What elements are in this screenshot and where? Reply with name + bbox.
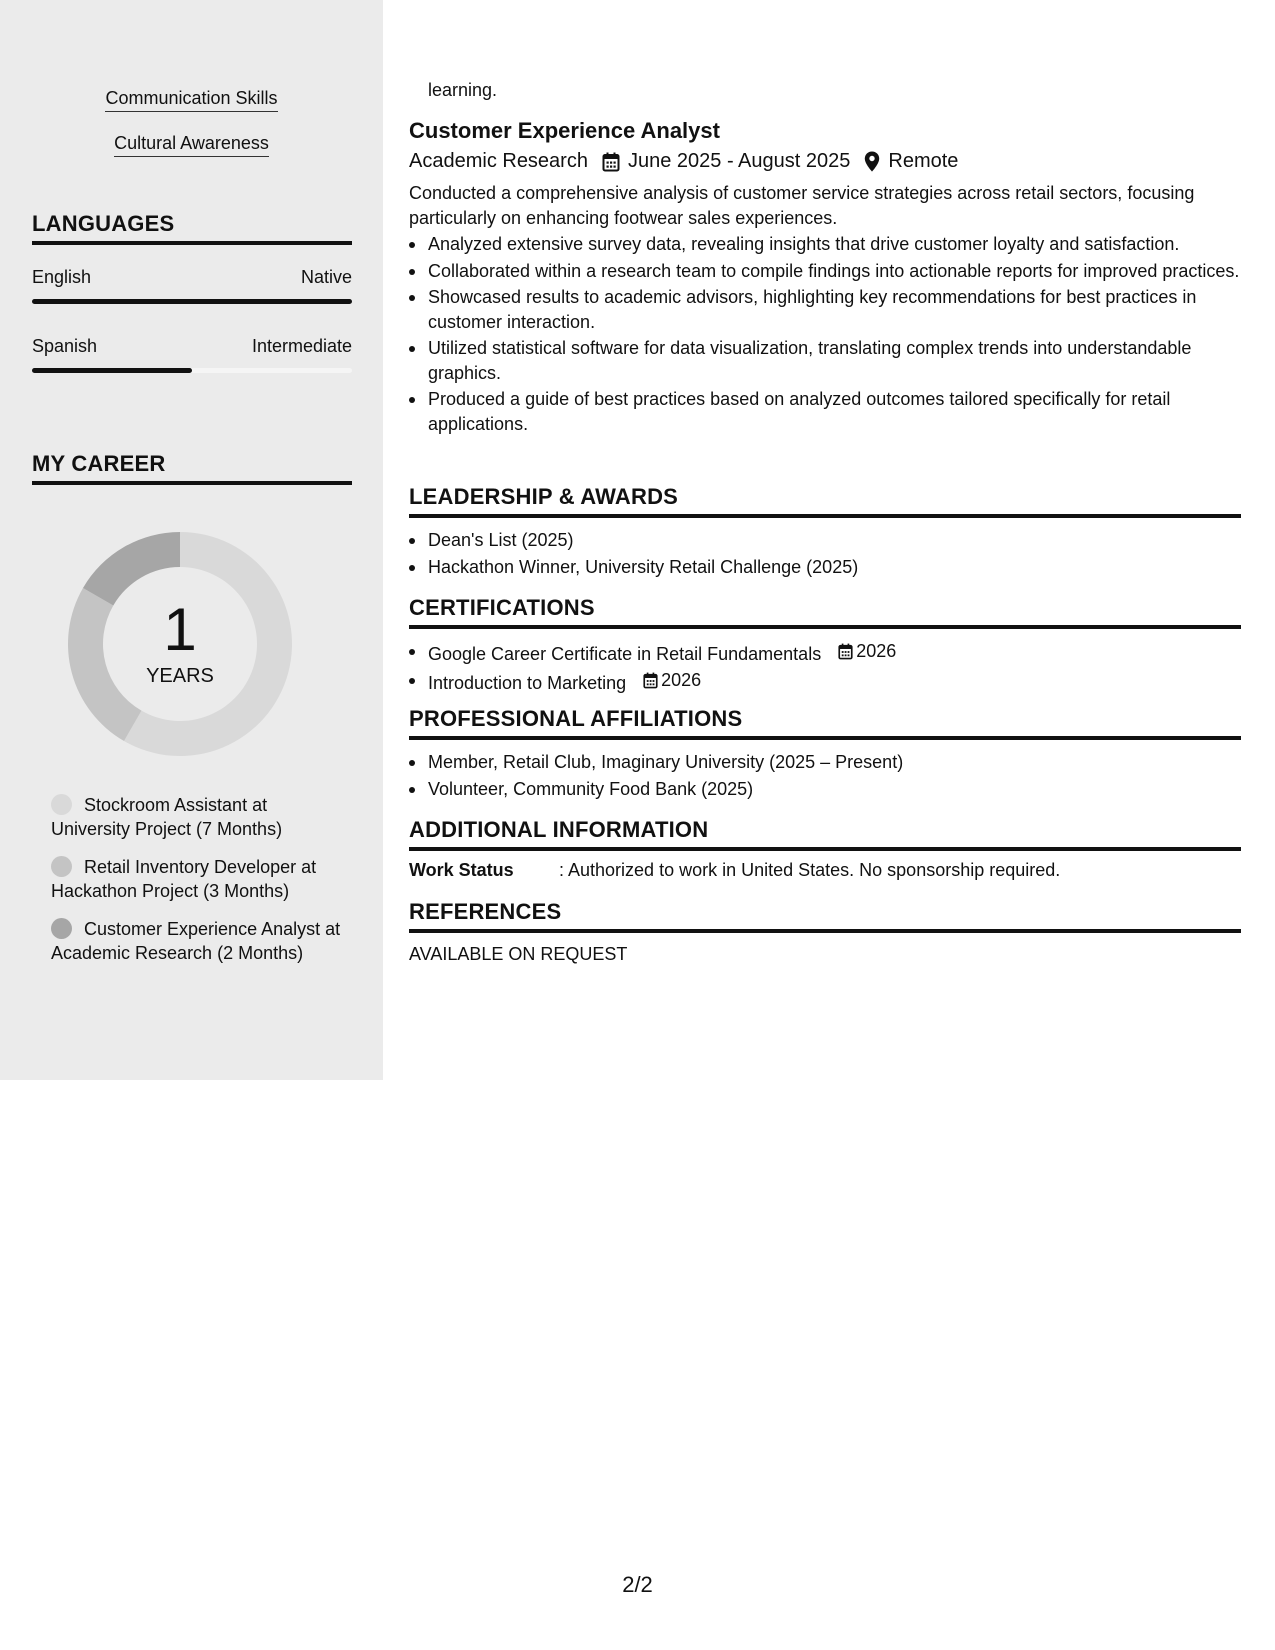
sidebar xyxy=(0,0,383,1080)
leadership-section xyxy=(409,484,1241,581)
list-item xyxy=(409,668,1241,695)
section-heading: PROFESSIONAL AFFILIATIONS xyxy=(409,706,1241,740)
list-item: Utilized statistical software for data visualization, translating complex trends into understandable graphics. xyxy=(409,336,1241,385)
certification-date: 2026 xyxy=(643,668,701,693)
skill-tag: Cultural Awareness xyxy=(0,133,383,157)
work-status-row xyxy=(409,860,1241,881)
job-company: Academic Research xyxy=(409,150,588,172)
career-item: Customer Experience Analyst at Academic Research (2 Months) xyxy=(51,919,341,963)
affiliations-list xyxy=(409,750,1241,801)
certifications-section xyxy=(409,595,1241,698)
career-total-unit: YEARS xyxy=(146,665,214,687)
list-item: Volunteer, Community Food Bank (2025) xyxy=(409,777,1241,802)
language-name: English xyxy=(32,267,92,287)
references-section xyxy=(409,899,1241,965)
language-level: Intermediate xyxy=(251,336,352,356)
career-legend-dot xyxy=(51,794,72,815)
additional-info-section xyxy=(409,817,1241,881)
calendar-icon xyxy=(602,152,620,172)
references-text: AVAILABLE ON REQUEST xyxy=(409,944,628,964)
list-item: Dean's List (2025) xyxy=(409,528,1241,553)
languages-heading: LANGUAGES xyxy=(32,211,352,245)
work-status-label: Work Status xyxy=(409,860,514,880)
certification-name: Introduction to Marketing xyxy=(428,673,627,693)
affiliations-section xyxy=(409,706,1241,803)
section-heading: REFERENCES xyxy=(409,899,1241,933)
job-title: Customer Experience Analyst xyxy=(409,118,720,143)
job-description: Conducted a comprehensive analysis of customer service strategies across retail sectors, focusing particularly on enhancing footwear sales experiences. xyxy=(409,183,1195,228)
list-item: Showcased results to academic advisors, highlighting key recommendations for best practices in customer interaction. xyxy=(409,285,1241,334)
location-pin-icon xyxy=(864,151,880,172)
language-name: Spanish xyxy=(32,336,98,356)
calendar-icon xyxy=(643,672,658,689)
job-dates: June 2025 - August 2025 xyxy=(627,150,851,172)
page-number: 2/2 xyxy=(622,1572,653,1597)
job-entry xyxy=(409,118,1241,438)
language-row-english xyxy=(32,267,352,288)
section-heading: LEADERSHIP & AWARDS xyxy=(409,484,1241,518)
job-bullets xyxy=(409,232,1241,436)
job-meta xyxy=(409,150,1241,173)
career-total-years: 1 xyxy=(163,596,197,663)
career-item: Stockroom Assistant at University Project (7 Months) xyxy=(51,795,283,839)
language-bar-spanish xyxy=(32,368,352,373)
certifications-list xyxy=(409,639,1241,696)
career-donut-slice xyxy=(83,532,180,606)
skill-tag: Communication Skills xyxy=(0,88,383,112)
job-location: Remote xyxy=(888,150,959,172)
language-row-spanish xyxy=(32,336,352,357)
list-item xyxy=(409,639,1241,666)
language-bar-fill xyxy=(32,299,352,304)
certification-name: Google Career Certificate in Retail Fundamentals xyxy=(428,643,822,664)
list-item: Member, Retail Club, Imaginary University (2025 – Present) xyxy=(409,750,1241,775)
language-bar-fill xyxy=(32,368,192,373)
language-level: Native xyxy=(300,267,352,287)
certification-date: 2026 xyxy=(838,639,896,664)
career-legend-dot xyxy=(51,918,72,939)
section-heading: ADDITIONAL INFORMATION xyxy=(409,817,1241,851)
leadership-list xyxy=(409,528,1241,579)
career-item: Retail Inventory Developer at Hackathon Project (3 Months) xyxy=(51,857,317,901)
language-bar-english xyxy=(32,299,352,304)
career-heading: MY CAREER xyxy=(32,451,352,485)
list-item: Produced a guide of best practices based on analyzed outcomes tailored specifically for retail applications. xyxy=(409,387,1241,436)
section-heading: CERTIFICATIONS xyxy=(409,595,1241,629)
list-item: Hackathon Winner, University Retail Challenge (2025) xyxy=(409,555,1241,580)
work-status-value: : Authorized to work in United States. No sponsorship required. xyxy=(559,860,1061,880)
calendar-icon xyxy=(838,643,853,660)
list-item: Collaborated within a research team to compile findings into actionable reports for improved practices. xyxy=(409,259,1241,284)
continued-text: learning. xyxy=(428,80,498,100)
career-legend-dot xyxy=(51,856,72,877)
list-item: Analyzed extensive survey data, revealing insights that drive customer loyalty and satisfaction. xyxy=(409,232,1241,257)
